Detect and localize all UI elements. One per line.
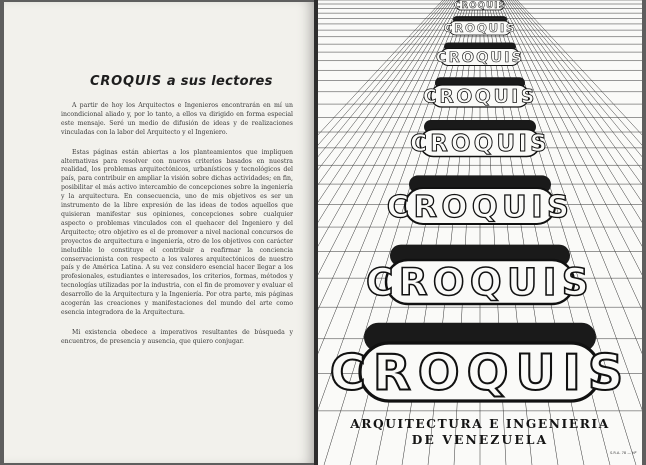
- right-page-cover: [318, 0, 642, 465]
- logo-wordmark: CROQUIS: [443, 21, 517, 36]
- logo-wordmark: CROQUIS: [435, 50, 525, 67]
- left-page: [4, 2, 314, 463]
- logo-wordmark: CROQUIS: [329, 343, 631, 402]
- editorial-body: [61, 102, 293, 358]
- logo-wordmark: CROQUIS: [423, 86, 537, 108]
- cover-footer: [318, 416, 642, 448]
- logo-plate: [454, 0, 506, 11]
- title-rest: a sus lectores: [166, 74, 273, 89]
- logo-wordmark: CROQUIS: [410, 131, 550, 158]
- logo-plate: [366, 245, 594, 305]
- page-title: [90, 74, 300, 89]
- logo-plate: [410, 120, 550, 157]
- logo-wordmark: CROQUIS: [386, 189, 574, 225]
- logo-wordmark: CROQUIS: [366, 260, 594, 305]
- logo-plate: [387, 175, 574, 224]
- logo-stack: [330, 0, 631, 401]
- logo-plate: [436, 43, 524, 67]
- logo-plate: [330, 323, 631, 402]
- paragraph-2: Estas páginas están abiertas a los planteamientos que impliquen alternativas para resolver con nuevos criterios basados en nuestra realidad, los problemas arquitectónicos, urbanísticos y tecnológicos del país, para contribuir en ampliar la visión sobre dichas actividades; en fin, posibilitar el más activo intercambio de concepciones sobre la ingeniería y la arquitectura. En consecuencia, uno de mis objetivos es ser un instrumento de la libre expresión de las ideas de todos aquellos que quisieran manifestar sus opiniones, concepciones sobre cualquier aspecto o problemas vinculados con el quehacer del Ingeniero y del Arquitecto; otro objetivo es el de promover a nivel nacional concursos de proyectos de arquitectura e ingeniería, otro de los objetivos con carácter ineludible lo constituye el contribuir a reafirmar la conciencia conservacionista con respecto a los valores arquitectónicos de nuestro país y de América Latina. A su vez considero esencial hacer llegar a los profesionales, estudiantes e interesados, los criterios, formas, métodos y tecnologías utilizadas por la industria, con el fin de promover y evaluar el desarrollo de la Arquitectura y la Ingeniería. Por otra parte, mis páginas acogerán las creaciones y manifestaciones del mundo del arte como esencia integradora de la Arquitectura.: [61, 148, 293, 316]
- registration-stamp: S.R.A. 78 — Nº: [610, 451, 637, 455]
- perspective-grid-artwork: [318, 0, 642, 465]
- footer-line-1: ARQUITECTURA E INGENIERIA: [350, 417, 610, 431]
- logo-plate: [423, 77, 537, 107]
- logo-wordmark: CROQUIS: [454, 1, 506, 11]
- logo-plate: [444, 16, 517, 35]
- paragraph-3: Mi existencia obedece a imperativos resultantes de búsqueda y encuentros, de presencia y ausencia, que quiero conjugar.: [61, 328, 293, 345]
- footer-line-2: DE VENEZUELA: [411, 433, 549, 447]
- title-brand: CROQUIS: [90, 74, 163, 89]
- paragraph-1: A partir de hoy los Arquitectos e Ingenieros encontrarán en mí un incondicional aliado y, por lo tanto, a ellos va dirigido en forma especial este mensaje. Seré un medio de difusión de ideas y de realizaciones vinculadas con la labor del Arquitecto y el Ingeniero.: [61, 102, 293, 136]
